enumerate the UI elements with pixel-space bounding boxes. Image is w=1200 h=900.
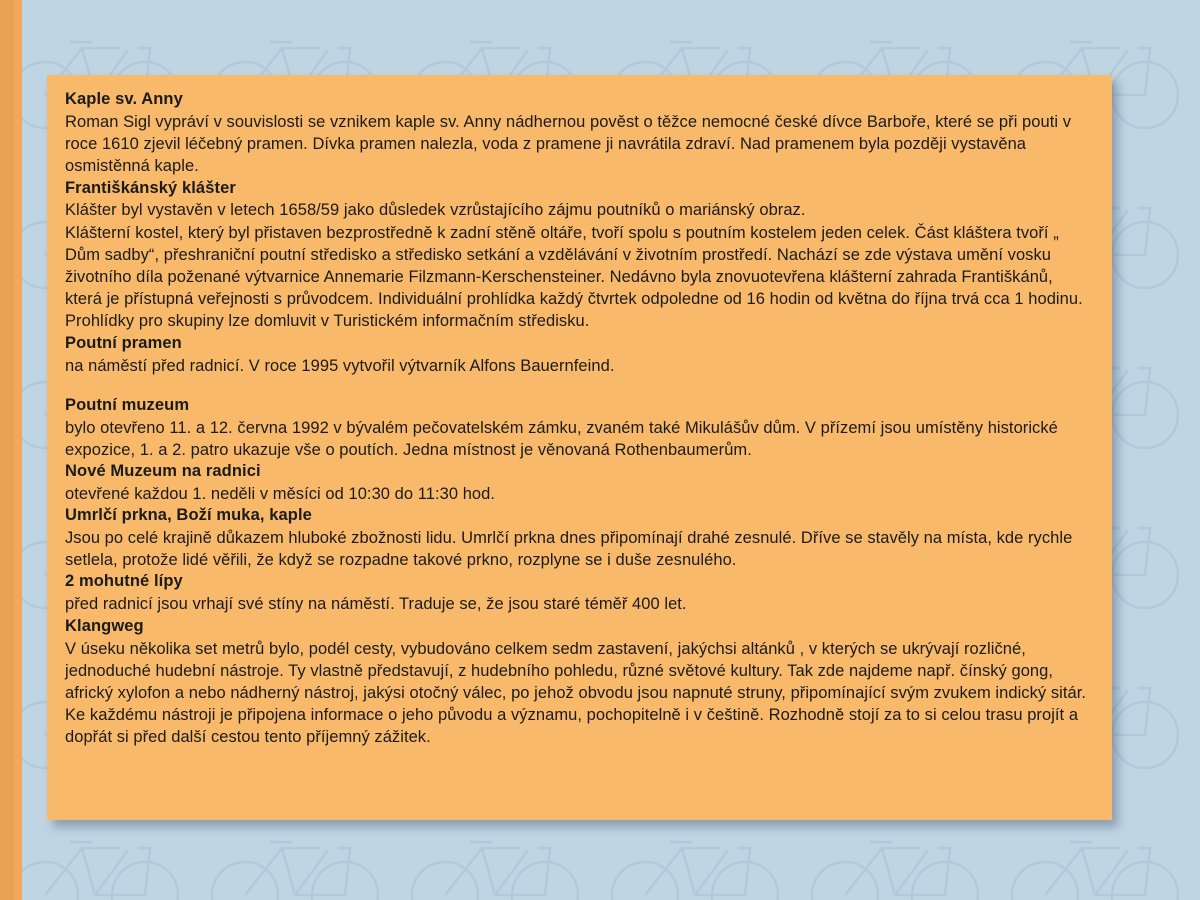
section-title: Nové Muzeum na radnici xyxy=(65,462,261,480)
spacer xyxy=(65,377,1090,395)
section-body: Klášterní kostel, který byl přistaven bezprostředně k zadní stěně oltáře, tvoří spolu s poutním kostelem jeden celek. Část kláštera tvoří „ Dům sadby“, přeshraniční poutní středisko a středisko setkání a vzdělávání v životním prostředí. Nachází se zde výstava umění vosku životního díla poženané výtvarnice Annemarie Filzmann-Kerschensteiner. Nedávno byla znovuotevřena klášterní zahrada Františkánů, která je přístupná veřejnosti s průvodcem. Individuální prohlídka každý čtvrtek odpoledne od 16 hodin od května do října trvá cca 1 hodinu. Prohlídky pro skupiny lze domluvit v Turistickém informačním středisku. xyxy=(65,223,1083,331)
section-klasterni-kostel xyxy=(65,222,1090,333)
section-body: Klášter byl vystavěn v letech 1658/59 jako důsledek vzrůstajícího zájmu poutníků o mariánský obraz. xyxy=(65,201,806,220)
section-body: bylo otevřeno 11. a 12. června 1992 v bývalém pečovatelském zámku, zvaném také Mikulášův dům. V přízemí jsou umístěny historické expozice, 1. a 2. patro ukazuje vše o poutích. Jedna místnost je věnovaná Rothenbaumerům. xyxy=(65,418,1058,459)
section-title: Poutní muzeum xyxy=(65,395,190,414)
section-body: V úseku několika set metrů bylo, podél cesty, vybudováno celkem sedm zastavení, jakýchsi altánků , v kterých se ukrývají rozličné, jednoduché hudební nástroje. Ty vlastně představují, z hudebního pohledu, různé světové kultury. Tak zde najdeme např. čínský gong, africký xylofon a nebo nádherný nástroj, jakýsi otočný válec, po jehož obvodu jsou napnuté struny, připomínající svým zvukem indický sitár. Ke každému nástroji je připojena informace o jeho původu a významu, pochopitelně i v češtině. Rozhodně stojí za to si celou trasu projít a dopřát si před další cestou tento příjemný zážitek. xyxy=(65,639,1086,747)
section-2-mohutne-lipy xyxy=(65,571,1090,615)
section-kaple-sv-anny xyxy=(65,89,1090,178)
section-poutni-pramen xyxy=(65,333,1090,377)
section-poutni-muzeum xyxy=(65,395,1090,461)
section-title: Františkánský klášter xyxy=(65,178,236,197)
section-umrlci-prkna xyxy=(65,505,1090,571)
section-body: Roman Sigl vypráví v souvislosti se vznikem kaple sv. Anny nádhernou pověst o těžce nemocné české dívce Barboře, které se při pouti v roce 1610 zjevil léčebný pramen. Dívka pramen nalezla, voda z pramene ji navrátila zdraví. Nad pramenem byla později vystavěna osmistěnná kaple. xyxy=(65,112,1072,176)
section-title: 2 mohutné lípy xyxy=(65,572,183,591)
left-accent-band-inner xyxy=(14,0,22,900)
section-frantiskansky-klaster xyxy=(65,178,1090,222)
section-title: Klangweg xyxy=(65,616,144,635)
section-body: otevřené každou 1. neděli v měsíci od 10:30 do 11:30 hod. xyxy=(65,484,496,503)
section-title: Poutní pramen xyxy=(65,333,182,352)
section-nove-muzeum-na-radnici xyxy=(65,461,1090,505)
section-body: před radnicí jsou vrhají své stíny na náměstí. Traduje se, že jsou staré téměř 400 let. xyxy=(65,595,687,614)
section-body: na náměstí před radnicí. V roce 1995 vytvořil výtvarník Alfons Bauernfeind. xyxy=(65,356,615,375)
section-klangweg xyxy=(65,616,1090,749)
section-title: Kaple sv. Anny xyxy=(65,90,183,108)
content-card xyxy=(47,75,1112,820)
section-title: Umrlčí prkna, Boží muka, kaple xyxy=(65,506,312,525)
section-body: Jsou po celé krajině důkazem hluboké zbožnosti lidu. Umrlčí prkna dnes připomínají drahé zesnulé. Dříve se stavěly na místa, kde rychle setlela, protože lidé věřili, že když se rozpadne takové prkno, rozplyne se i duše zesnulého. xyxy=(65,529,1073,570)
